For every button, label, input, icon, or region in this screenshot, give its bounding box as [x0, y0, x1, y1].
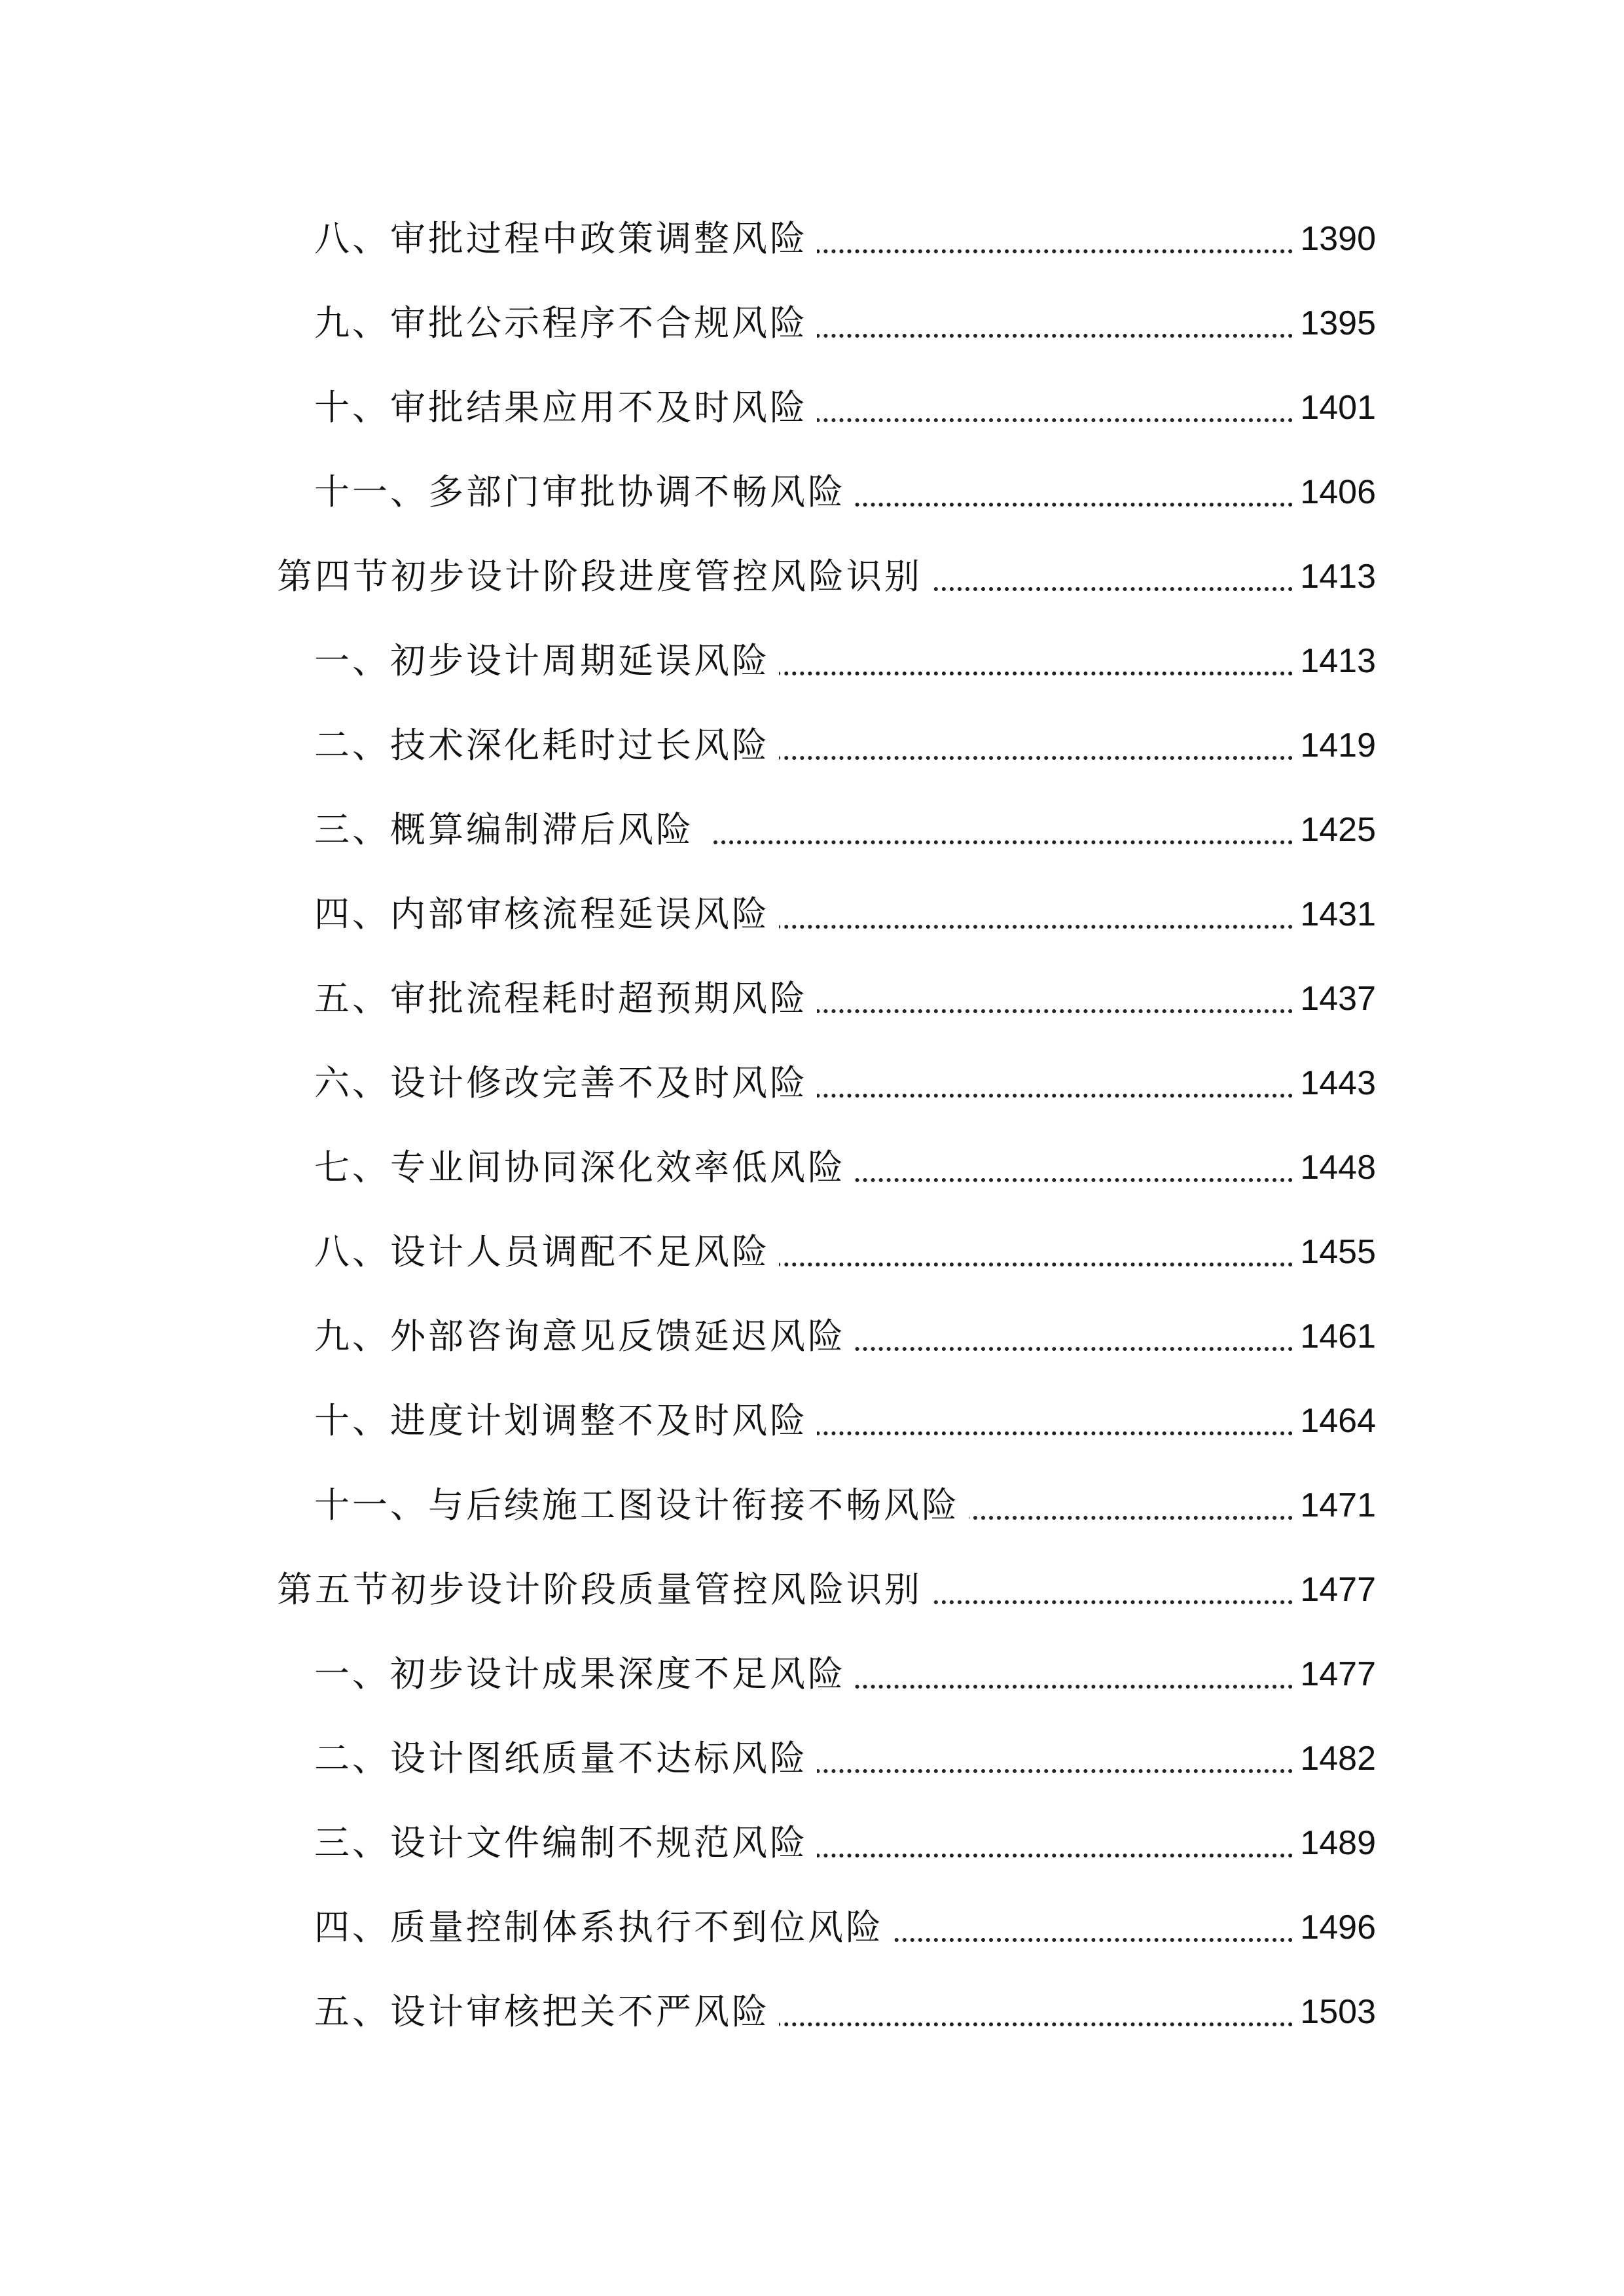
- toc-entry-page-number: 1419: [1292, 713, 1376, 778]
- toc-entry[interactable]: [0, 1304, 1624, 1369]
- toc-entry[interactable]: [0, 206, 1624, 272]
- toc-entry[interactable]: [0, 882, 1624, 947]
- dot-leader: [713, 1263, 1316, 1266]
- toc-entry-title: 三、设计文件编制不规范风险: [314, 1810, 817, 1876]
- dot-leader: [713, 756, 1316, 760]
- toc-entry-title: 五、审批流程耗时超预期风险: [314, 966, 817, 1031]
- toc-entry-title: 六、设计修改完善不及时风险: [314, 1050, 817, 1116]
- toc-entry-page-number: 1437: [1292, 966, 1376, 1031]
- toc-entry[interactable]: [0, 291, 1624, 356]
- toc-entry-page-number: 1461: [1292, 1304, 1376, 1369]
- toc-entry-page-number: 1448: [1292, 1135, 1376, 1200]
- toc-entry-page-number: 1401: [1292, 375, 1376, 440]
- toc-entry-page-number: 1431: [1292, 882, 1376, 947]
- toc-entry[interactable]: [0, 628, 1624, 694]
- toc-entry-title: 七、专业间协同深化效率低风险: [314, 1135, 855, 1200]
- toc-entry-page-number: 1443: [1292, 1050, 1376, 1116]
- dot-leader: [713, 2022, 1316, 2026]
- dot-leader: [713, 925, 1316, 929]
- toc-entry-page-number: 1406: [1292, 459, 1376, 525]
- toc-entry[interactable]: [0, 1557, 1624, 1623]
- toc-entry-page-number: 1413: [1292, 544, 1376, 609]
- toc-entry[interactable]: [0, 1135, 1624, 1200]
- toc-entry[interactable]: [0, 797, 1624, 863]
- toc-entry-page-number: 1477: [1292, 1557, 1376, 1623]
- toc-entry-title: 八、审批过程中政策调整风险: [314, 206, 817, 272]
- dot-leader: [713, 672, 1316, 675]
- toc-entry[interactable]: [0, 1473, 1624, 1538]
- toc-entry-title: 十一、多部门审批协调不畅风险: [314, 459, 855, 525]
- toc-entry-page-number: 1390: [1292, 206, 1376, 272]
- toc-entry[interactable]: [0, 1810, 1624, 1876]
- toc-entry-page-number: 1413: [1292, 628, 1376, 694]
- toc-entry-page-number: 1477: [1292, 1641, 1376, 1707]
- toc-entry-page-number: 1482: [1292, 1726, 1376, 1791]
- toc-entry[interactable]: [0, 1219, 1624, 1285]
- toc-entry-page-number: 1489: [1292, 1810, 1376, 1876]
- toc-entry-title: 八、设计人员调配不足风险: [314, 1219, 779, 1285]
- toc-entry-page-number: 1395: [1292, 291, 1376, 356]
- toc-entry-title: 二、技术深化耗时过长风险: [314, 713, 779, 778]
- toc-entry-title: 五、设计审核把关不严风险: [314, 1979, 779, 2045]
- toc-entry-page-number: 1455: [1292, 1219, 1376, 1285]
- toc-entry-title: 十、审批结果应用不及时风险: [314, 375, 817, 440]
- toc-entry-title: 九、审批公示程序不合规风险: [314, 291, 817, 356]
- toc-entry-page-number: 1496: [1292, 1895, 1376, 1960]
- toc-entry[interactable]: [0, 375, 1624, 440]
- toc-entry-title: 十、进度计划调整不及时风险: [314, 1388, 817, 1454]
- toc-entry[interactable]: [0, 1979, 1624, 2045]
- toc-entry[interactable]: [0, 1895, 1624, 1960]
- toc-entry[interactable]: [0, 544, 1624, 609]
- toc-entry-title: 三、概算编制滞后风险: [314, 797, 703, 863]
- toc-entry-page-number: 1425: [1292, 797, 1376, 863]
- toc-entry[interactable]: [0, 713, 1624, 778]
- toc-entry-title: 二、设计图纸质量不达标风险: [314, 1726, 817, 1791]
- toc-entry-title: 一、初步设计成果深度不足风险: [314, 1641, 855, 1707]
- toc-entry-page-number: 1464: [1292, 1388, 1376, 1454]
- toc-entry[interactable]: [0, 1641, 1624, 1707]
- toc-section-title: 第五节初步设计阶段质量管控风险识别: [277, 1557, 931, 1623]
- toc-entry-title: 九、外部咨询意见反馈延迟风险: [314, 1304, 855, 1369]
- toc-entry-page-number: 1471: [1292, 1473, 1376, 1538]
- toc-entry-page-number: 1503: [1292, 1979, 1376, 2045]
- toc-entry[interactable]: [0, 1050, 1624, 1116]
- toc-entry-title: 一、初步设计周期延误风险: [314, 628, 779, 694]
- dot-leader: [713, 840, 1316, 844]
- toc-entry-title: 四、质量控制体系执行不到位风险: [314, 1895, 893, 1960]
- toc-entry[interactable]: [0, 1726, 1624, 1791]
- toc-entry[interactable]: [0, 459, 1624, 525]
- toc-entry-title: 四、内部审核流程延误风险: [314, 882, 779, 947]
- toc-section-title: 第四节初步设计阶段进度管控风险识别: [277, 544, 931, 609]
- toc-entry-title: 十一、与后续施工图设计衔接不畅风险: [314, 1473, 969, 1538]
- toc-entry[interactable]: [0, 1388, 1624, 1454]
- toc-entry[interactable]: [0, 966, 1624, 1031]
